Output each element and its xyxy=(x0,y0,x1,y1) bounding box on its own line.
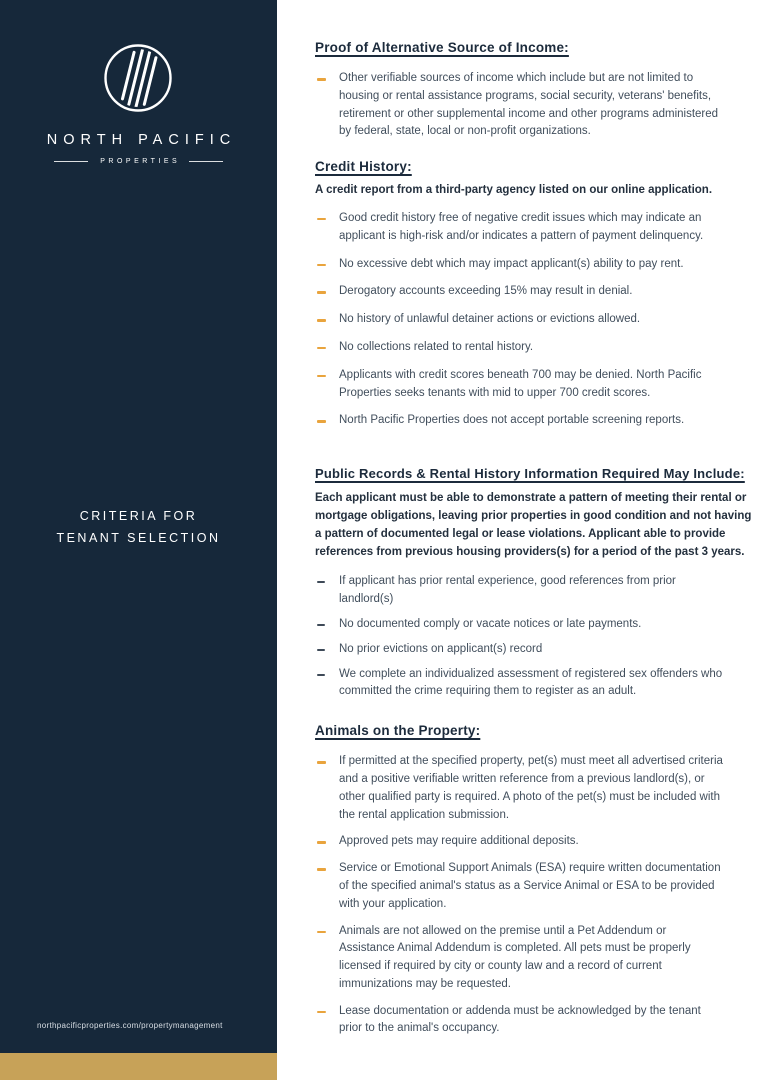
list-item xyxy=(315,311,757,329)
bullet-text: Animals are not allowed on the premise until a Pet Addendum or Assistance Animal Addendum is completed. All pets must be properly licensed if required by city or county law and a record of current immunizations may be requested. xyxy=(339,924,691,990)
brand-name: NORTH PACIFIC xyxy=(46,132,237,148)
bullet-text: No excessive debt which may impact applicant(s) ability to pay rent. xyxy=(339,257,684,270)
website-url: northpacificproperties.com/propertymanagement xyxy=(37,1021,223,1030)
list-item xyxy=(315,641,757,659)
income-bullet-list xyxy=(315,70,757,141)
section-animals xyxy=(315,723,757,1038)
dash-bullet-icon xyxy=(317,868,326,871)
dash-bullet-icon xyxy=(317,674,325,676)
dash-bullet-icon xyxy=(317,581,325,583)
dash-bullet-icon xyxy=(317,1011,326,1014)
list-item xyxy=(315,1003,757,1039)
list-item xyxy=(315,923,757,994)
section-credit-history xyxy=(315,159,757,430)
bullet-text: Applicants with credit scores beneath 700 may be denied. North Pacific Properties seeks tenants with mid to upper 700 credit scores. xyxy=(339,368,702,399)
list-item xyxy=(315,833,757,851)
records-intro-text: Each applicant must be able to demonstrate a pattern of meeting their rental or mortgage obligations, leaving prior properties in good condition and not having a pattern of documented legal or lease violations. Applicant able to provide references from previous housing providers(s) for a period of the past 3 years. xyxy=(315,492,752,558)
dash-bullet-icon xyxy=(317,761,326,764)
document-title-line2: TENANT SELECTION xyxy=(56,531,221,545)
list-item xyxy=(315,616,757,634)
list-item xyxy=(315,573,757,609)
brand-logo xyxy=(41,42,236,165)
brand-subtitle-row xyxy=(54,158,224,165)
right-rule xyxy=(189,161,223,162)
credit-bullet-list xyxy=(315,210,757,430)
north-pacific-logo-icon xyxy=(102,42,174,114)
dash-bullet-icon xyxy=(317,649,325,651)
dash-bullet-icon xyxy=(317,375,326,378)
bullet-text: No prior evictions on applicant(s) record xyxy=(339,642,543,655)
dash-bullet-icon xyxy=(317,420,326,423)
dash-bullet-icon xyxy=(317,624,325,626)
records-bullet-list xyxy=(315,573,757,701)
dash-bullet-icon xyxy=(317,841,326,844)
bullet-text: Approved pets may require additional deposits. xyxy=(339,835,579,848)
bullet-text: If permitted at the specified property, pet(s) must meet all advertised criteria and a positive verifiable written reference from a previous landlord(s), or other qualified party is required. A photo of the pet(s) must be included with the rental application submission. xyxy=(339,755,723,821)
document-title-line1: CRITERIA FOR xyxy=(79,509,198,523)
dash-bullet-icon xyxy=(317,218,326,221)
left-rule xyxy=(54,161,88,162)
list-item xyxy=(315,367,757,403)
bullet-text: Service or Emotional Support Animals (ESA) require written documentation of the specified animal's status as a Service Animal or ESA to be provided with your application. xyxy=(339,862,721,910)
list-item xyxy=(315,256,757,274)
bullet-text: No history of unlawful detainer actions or evictions allowed. xyxy=(339,313,641,326)
content xyxy=(277,0,761,1080)
list-item xyxy=(315,283,757,301)
section-public-records xyxy=(315,466,757,701)
section-heading-income: Proof of Alternative Source of Income: xyxy=(315,40,569,55)
list-item xyxy=(315,210,757,246)
list-item xyxy=(315,70,757,141)
credit-intro-text: A credit report from a third-party agency listed on our online application. xyxy=(315,184,713,197)
bullet-text: Other verifiable sources of income which include but are not limited to housing or rental assistance programs, social security, veterans' benefits, retirement or other supplemental income and other programs administered by federal, state, local or non-profit organizations. xyxy=(339,72,719,138)
animals-bullet-list xyxy=(315,753,757,1038)
section-heading-records: Public Records & Rental History Information Required May Include: xyxy=(315,466,745,482)
list-item xyxy=(315,412,757,430)
dash-bullet-icon xyxy=(317,347,326,350)
bullet-text: Lease documentation or addenda must be acknowledged by the tenant prior to the animal's occupancy. xyxy=(339,1004,701,1035)
list-item xyxy=(315,666,757,702)
list-item xyxy=(315,753,757,824)
gold-accent-bar xyxy=(0,1053,277,1080)
brand-subtitle: PROPERTIES xyxy=(100,158,181,165)
bullet-text: Derogatory accounts exceeding 15% may result in denial. xyxy=(339,285,633,298)
bullet-text: We complete an individualized assessment of registered sex offenders who committed the crime requiring them to register as an adult. xyxy=(339,667,723,698)
section-heading-credit: Credit History: xyxy=(315,159,412,175)
sidebar xyxy=(0,0,277,1080)
bullet-text: Good credit history free of negative credit issues which may indicate an applicant is high-risk and/or indicates a pattern of payment delinquency. xyxy=(339,211,704,242)
section-heading-animals: Animals on the Property: xyxy=(315,723,481,739)
dash-bullet-icon xyxy=(317,319,326,322)
dash-bullet-icon xyxy=(317,264,326,267)
bullet-text: If applicant has prior rental experience, good references from prior landlord(s) xyxy=(339,575,676,606)
section-income xyxy=(315,40,757,141)
document-title xyxy=(0,505,277,549)
dash-bullet-icon xyxy=(317,291,326,294)
bullet-text: No collections related to rental history. xyxy=(339,340,534,353)
bullet-text: North Pacific Properties does not accept portable screening reports. xyxy=(339,414,685,427)
list-item xyxy=(315,339,757,357)
bullet-text: No documented comply or vacate notices or late payments. xyxy=(339,617,642,630)
dash-bullet-icon xyxy=(317,78,326,81)
list-item xyxy=(315,860,757,913)
dash-bullet-icon xyxy=(317,931,326,934)
